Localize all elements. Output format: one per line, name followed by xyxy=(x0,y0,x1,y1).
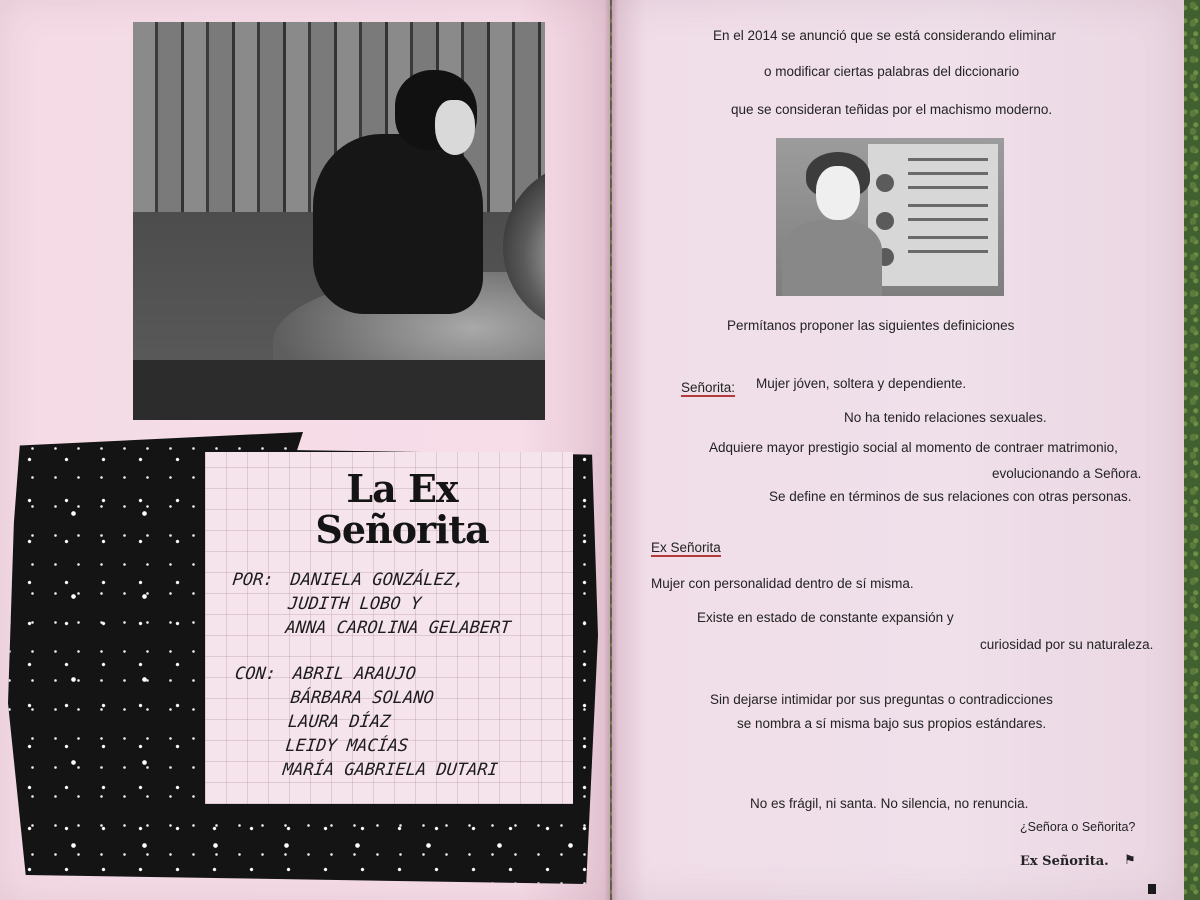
senorita-definition-line: No ha tenido relaciones sexuales. xyxy=(844,410,1047,425)
flower-icon xyxy=(876,212,894,230)
dictionary-board xyxy=(868,144,998,286)
flower-icon xyxy=(876,174,894,192)
author-name: JUDITH LOBO Y xyxy=(286,594,423,614)
credits-contributors xyxy=(224,662,510,782)
senorita-definition-line: Adquiere mayor prestigio social al momento de contraer matrimonio, xyxy=(709,440,1118,455)
title-line-1: La Ex xyxy=(346,466,458,511)
vintage-ad-photo xyxy=(776,138,1004,296)
zine-title xyxy=(222,468,582,550)
intro-line: En el 2014 se anunció que se está considerando eliminar xyxy=(713,28,1056,43)
contributor-name: LAURA DÍAZ xyxy=(286,712,392,732)
ex-senorita-definition-line: Existe en estado de constante expansión y xyxy=(697,610,954,625)
senorita-term: Señorita: xyxy=(681,380,736,395)
ex-senorita-term: Ex Señorita xyxy=(651,540,721,555)
woman-face xyxy=(435,100,475,155)
author-name: DANIELA GONZÁLEZ, xyxy=(289,570,466,590)
contributor-name: BÁRBARA SOLANO xyxy=(289,688,435,708)
intro-line: que se consideran teñidas por el machismo moderno. xyxy=(731,102,1053,117)
page-corner-mark xyxy=(1148,884,1156,894)
contributor-name: LEIDY MACÍAS xyxy=(284,736,410,756)
senorita-definition-line: evolucionando a Señora. xyxy=(992,466,1142,481)
lion-tamer-photo xyxy=(133,22,545,420)
senorita-definition-line: Se define en términos de sus relaciones con otras personas. xyxy=(769,489,1132,504)
closing-line: No es frágil, ni santa. No silencia, no renuncia. xyxy=(750,796,1029,811)
flag-icon: ⚑ xyxy=(1124,852,1136,867)
senorita-definition-line: Mujer jóven, soltera y dependiente. xyxy=(756,376,967,391)
question-line: ¿Señora o Señorita? xyxy=(1020,820,1136,834)
contributor-name: MARÍA GABRIELA DUTARI xyxy=(281,760,499,780)
title-line-2: Señorita xyxy=(315,507,489,552)
woman-figure xyxy=(782,220,882,296)
author-name: ANNA CAROLINA GELABERT xyxy=(284,618,512,638)
authors-label: POR: xyxy=(231,570,275,590)
ex-senorita-definition-line: Mujer con personalidad dentro de sí misma. xyxy=(651,576,914,591)
ex-senorita-definition-line: se nombra a sí misma bajo sus propios estándares. xyxy=(737,716,1047,731)
credits-authors xyxy=(226,568,517,640)
signature: Ex Señorita. xyxy=(1020,854,1109,869)
contributor-name: ABRIL ARAUJO xyxy=(291,664,417,684)
photo-floor xyxy=(133,360,545,420)
contributors-label: CON: xyxy=(233,664,278,684)
ex-senorita-definition-line: Sin dejarse intimidar por sus preguntas o contradicciones xyxy=(710,692,1053,707)
woman-figure xyxy=(313,134,483,314)
ex-senorita-definition-line: curiosidad por su naturaleza. xyxy=(980,637,1154,652)
woman-face xyxy=(816,166,860,220)
book-gutter xyxy=(604,0,618,900)
proposal-line: Permítanos proponer las siguientes definiciones xyxy=(727,318,1015,333)
intro-line: o modificar ciertas palabras del diccionario xyxy=(764,64,1020,79)
